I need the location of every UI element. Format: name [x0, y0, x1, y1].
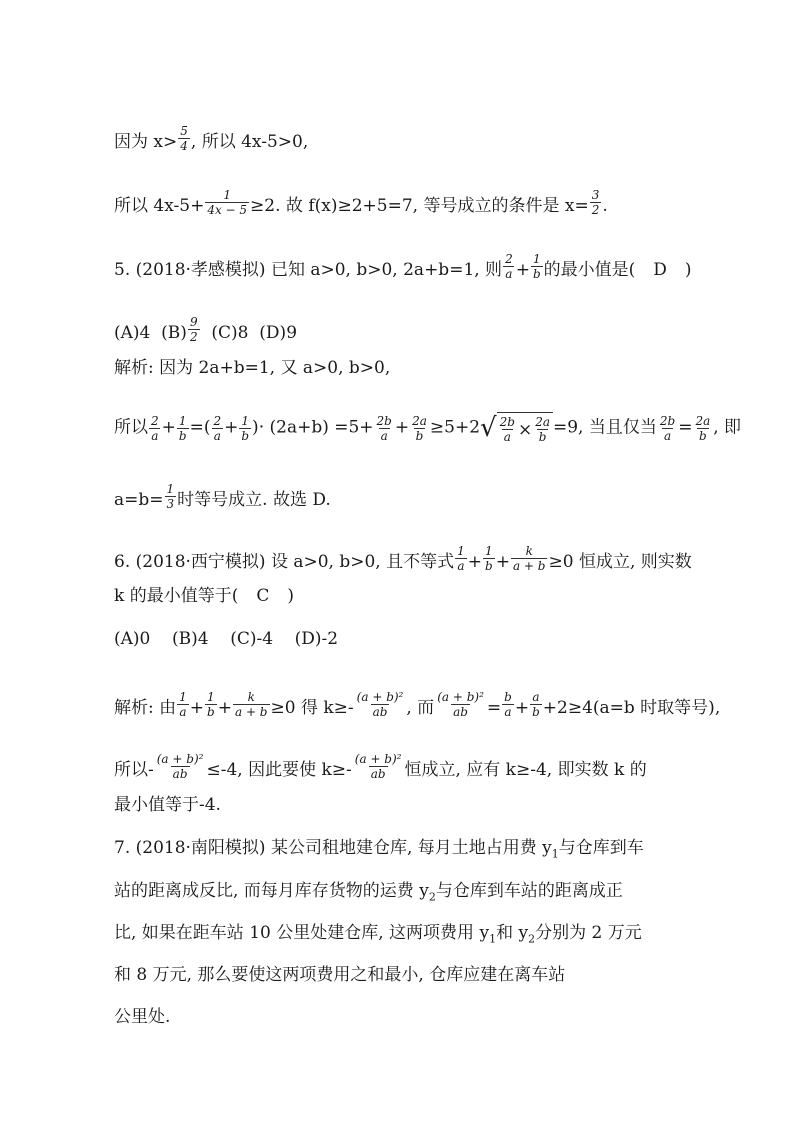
- denominator: 3: [166, 497, 175, 511]
- numerator: 1: [166, 482, 175, 496]
- denominator: a: [179, 705, 187, 719]
- text: 时等号成立. 故选 D.: [177, 490, 331, 510]
- option-c: (C)-4: [230, 629, 274, 649]
- text: =: [189, 417, 204, 438]
- fraction: [188, 315, 200, 344]
- numerator: 1: [457, 544, 465, 558]
- numerator: (a + b)²: [356, 690, 404, 704]
- text: 所以: [114, 417, 148, 438]
- numerator: 3: [591, 188, 600, 202]
- text: ≥0 得 k≥-: [270, 698, 354, 718]
- text: 的最小值是(: [543, 260, 636, 280]
- fraction: [435, 690, 486, 719]
- numerator: 2b: [659, 413, 676, 428]
- fraction: [590, 188, 602, 217]
- fraction: [530, 690, 542, 719]
- text: 与仓库到车: [558, 838, 644, 858]
- line-2: [114, 188, 608, 217]
- subscript: 2: [428, 890, 436, 904]
- denominator: 4x − 5: [207, 203, 248, 217]
- option-a: (A)4: [114, 323, 151, 343]
- numerator: 2a: [695, 413, 711, 428]
- denominator: a + b: [234, 705, 268, 719]
- fraction: [455, 544, 467, 573]
- fraction: [177, 414, 189, 443]
- fraction: [155, 752, 206, 781]
- numerator: b: [504, 690, 512, 704]
- denominator: ab: [370, 767, 386, 781]
- denominator: ab: [172, 767, 188, 781]
- numerator: 1: [241, 413, 250, 428]
- text: ): [287, 586, 294, 606]
- solution-6-line-2: [114, 752, 647, 781]
- fraction: [483, 544, 495, 573]
- question-6-options: [114, 628, 338, 650]
- denominator: 2: [189, 330, 198, 344]
- numerator: (a + b)²: [437, 690, 484, 704]
- text: +: [515, 260, 530, 280]
- numerator: 9: [189, 315, 198, 329]
- fraction: [658, 414, 677, 443]
- option-b: (B): [161, 323, 187, 343]
- solution-6-line-3: [114, 794, 221, 816]
- fraction: [205, 690, 217, 719]
- option-d: (D)9: [259, 323, 298, 343]
- text: ): [684, 260, 692, 280]
- text: 因为 x>: [114, 132, 178, 152]
- solution-5-line-2: 所以 $\frac{2}{a}$ + $\frac{1}{b}$ =( $\frac{2}{a}$ + $\frac{1}{b}$ )· (2a+b) =5+ $\frac{2b}{a}$ + $\frac{2a}{b}$ ≥5+2 √ $\frac{2b}{a}$ × $\frac{2a}{b}$ =9, 当且仅当 $\frac{2b}{a}$ = $\frac{2a}{b}$ , 即: [114, 413, 742, 444]
- solution-5-line-1: [114, 357, 390, 379]
- text: ≥2. 故 f(x)≥2+5=7, 等号成立的条件是 x=: [250, 196, 589, 216]
- text: =9, 当且仅当: [553, 417, 657, 438]
- numerator: 1: [532, 252, 541, 266]
- denominator: a + b: [512, 559, 546, 573]
- text: ≤-4, 因此要使 k≥-: [206, 760, 352, 780]
- denominator: 2: [591, 203, 600, 217]
- subscript: 1: [551, 847, 559, 861]
- option-d: (D)-2: [294, 629, 339, 649]
- text: 5. (2018·孝感模拟) 已知 a>0, b>0, 2a+b=1, 则: [114, 260, 503, 280]
- fraction: [177, 690, 189, 719]
- question-7-line-3: [114, 922, 642, 950]
- text: a=b=: [114, 490, 164, 510]
- numerator: 1: [223, 188, 231, 202]
- fraction: [211, 414, 223, 443]
- question-5-options: [114, 315, 297, 344]
- text: 所以 4x-5+: [114, 196, 205, 216]
- text: 比, 如果在距车站 10 公里处建仓库, 这两项费用 y: [114, 923, 490, 943]
- fraction: [149, 414, 161, 443]
- numerator: (a + b)²: [156, 752, 204, 766]
- denominator: a: [457, 559, 465, 573]
- text: 6. (2018·西宁模拟) 设 a>0, b>0, 且不等式: [114, 552, 455, 572]
- text: 解析: 由: [114, 698, 177, 718]
- numerator: 1: [179, 690, 187, 704]
- text: k 的最小值等于(: [114, 586, 239, 606]
- subscript: 1: [489, 932, 497, 946]
- denominator: b: [485, 559, 493, 573]
- fraction: [178, 124, 190, 153]
- question-7-line-5: [114, 1006, 170, 1028]
- question-6: 6. (2018·西宁模拟) 设 a>0, b>0, 且不等式 $\frac{1}{a}$ + $\frac{1}{b}$ + $\frac{k}{a + b}$ ≥0 恒成立, 则实数: [114, 544, 692, 573]
- question-5: [114, 252, 692, 281]
- denominator: b: [532, 705, 540, 719]
- numerator: 5: [180, 124, 188, 138]
- answer: D: [653, 260, 667, 280]
- fraction: [503, 252, 515, 281]
- solution-5-line-3: [114, 482, 331, 511]
- denominator: a: [380, 428, 388, 443]
- text: 恒成立, 应有 k≥-4, 即实数 k 的: [404, 760, 647, 780]
- option-a: (A)0: [114, 629, 151, 649]
- option-b: (B)4: [171, 629, 209, 649]
- fraction: [531, 252, 543, 281]
- fraction: [239, 414, 251, 443]
- denominator: a: [213, 428, 221, 443]
- line-1: [114, 124, 308, 153]
- text: , 即: [713, 417, 742, 438]
- text: , 所以 4x-5>0,: [190, 132, 309, 152]
- denominator: a: [504, 705, 512, 719]
- text: 和 8 万元, 那么要使这两项费用之和最小, 仓库应建在离车站: [114, 965, 566, 985]
- text: +2≥4(a=b 时取等号),: [542, 698, 721, 718]
- fraction: [693, 414, 712, 443]
- denominator: a: [663, 428, 672, 443]
- solution-6-line-1: 解析: 由 $\frac{1}{a}$ + $\frac{1}{b}$ + $\frac{k}{a + b}$ ≥0 得 k≥- $\frac{\text{(a + b)²}}{ab}$ , 而 $\frac{\text{(a + b)²}}{ab}$ = $\frac{b}{a}$ + $\frac{a}{b}$ +2≥4(a=b 时取等号),: [114, 690, 721, 719]
- square-root: √ $\frac{2b}{a}$ × $\frac{2a}{b}$: [480, 412, 553, 444]
- numerator: 1: [207, 690, 215, 704]
- fraction: [498, 415, 517, 444]
- question-7-line-1: [114, 837, 644, 865]
- fraction: [410, 414, 429, 443]
- denominator: 4: [180, 139, 188, 153]
- text: .: [602, 196, 608, 216]
- denominator: a: [505, 267, 513, 281]
- fraction: [355, 690, 406, 719]
- numerator: 2b: [376, 413, 392, 428]
- denominator: b: [207, 705, 215, 719]
- denominator: a: [503, 430, 511, 444]
- text: 最小值等于-4.: [114, 795, 221, 815]
- text: 与仓库到车站的距离成正: [435, 881, 623, 901]
- text: ≥5+2: [429, 417, 481, 438]
- denominator: b: [241, 428, 250, 443]
- fraction: [511, 544, 548, 573]
- numerator: k: [525, 544, 533, 558]
- text: , 而: [406, 698, 435, 718]
- numerator: (a + b)²: [354, 752, 402, 766]
- denominator: a: [151, 428, 159, 443]
- denominator: b: [415, 428, 424, 443]
- fraction: [165, 482, 177, 511]
- denominator: ab: [372, 705, 388, 719]
- text: 分别为 2 万元: [535, 923, 642, 943]
- fraction: [533, 415, 552, 444]
- text: 解析: 因为 2a+b=1, 又 a>0, b>0,: [114, 358, 391, 378]
- text: 站的距离成反比, 而每月库存货物的运费 y: [114, 881, 429, 901]
- text: ×: [517, 419, 533, 440]
- option-c: (C)8: [211, 323, 249, 343]
- fraction: [375, 414, 394, 443]
- numerator: 2b: [499, 415, 515, 429]
- numerator: 2a: [535, 415, 550, 429]
- denominator: b: [538, 430, 547, 444]
- numerator: 1: [178, 413, 187, 428]
- numerator: 2: [505, 252, 513, 266]
- numerator: 2a: [412, 413, 427, 428]
- question-7-line-2: [114, 880, 623, 908]
- text: =: [678, 417, 693, 438]
- subscript: 2: [528, 932, 536, 946]
- fraction: [233, 690, 270, 719]
- numerator: k: [247, 690, 255, 704]
- numerator: 1: [485, 544, 493, 558]
- numerator: 2: [151, 413, 159, 428]
- text: 公里处.: [114, 1007, 171, 1027]
- denominator: b: [699, 428, 707, 443]
- denominator: b: [532, 267, 541, 281]
- text: · (2a+b) =5+: [258, 417, 374, 438]
- text: 和 y: [496, 923, 529, 943]
- text: ≥0 恒成立, 则实数: [548, 552, 692, 572]
- denominator: b: [178, 428, 187, 443]
- text: 所以-: [114, 760, 154, 780]
- denominator: ab: [453, 705, 468, 719]
- text: =: [486, 698, 502, 718]
- answer: C: [256, 586, 270, 606]
- fraction: [353, 752, 404, 781]
- numerator: a: [532, 690, 540, 704]
- text: 7. (2018·南阳模拟) 某公司租地建仓库, 每月土地占用费 y: [114, 838, 552, 858]
- question-6-line-2: [114, 585, 294, 607]
- numerator: 2: [213, 413, 222, 428]
- fraction: [502, 690, 514, 719]
- question-7-line-4: [114, 964, 565, 986]
- fraction: [205, 188, 249, 217]
